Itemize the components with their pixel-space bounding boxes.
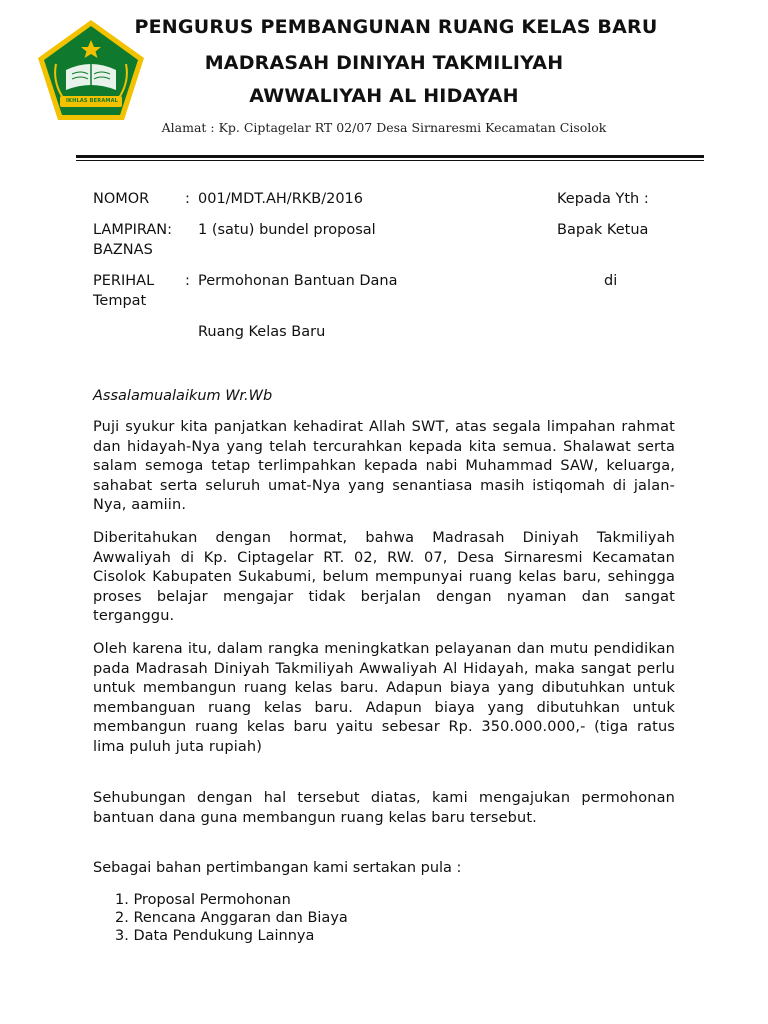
lampiran-label: LAMPIRAN: (93, 222, 172, 238)
perihal-separator: : (185, 273, 190, 289)
attachment-list (115, 891, 348, 945)
kepada-label: Kepada Yth : (557, 191, 649, 207)
letterhead-line-3: AWWALIYAH AL HIDAYAH (249, 85, 519, 107)
recipient-title: Bapak Ketua (557, 222, 649, 238)
nomor-separator: : (185, 191, 190, 207)
paragraph-2: Diberitahukan dengan hormat, bahwa Madrasah Diniyah Takmiliyah Awwaliyah di Kp. Ciptagelar RT. 02, RW. 07, Desa Sirnaresmi Kecamatan Cisolok Kabupaten Sukabumi, belum mempunyai ruang kelas baru, sehingga proses belajar mengajar tidak berjalan dengan nyaman dan sangat terganggu. (93, 530, 675, 625)
paragraph-1: Puji syukur kita panjatkan kehadirat Allah SWT, atas segala limpahan rahmat dan hidayah-Nya yang telah tercurahkan kepada kita semua. Shalawat serta salam semoga tetap terlimpahkan kepada nabi Muhammad SAW, keluarga, sahabat serta seluruh umat-Nya yang senantiasa masih istiqomah di jalan-Nya, aamiin. (93, 419, 675, 514)
perihal-label: PERIHAL (93, 273, 155, 289)
logo-text: IKHLAS BERAMAL (65, 98, 119, 104)
letterhead-address: Alamat : Kp. Ciptagelar RT 02/07 Desa Sirnaresmi Kecamatan Cisolok (161, 120, 607, 135)
list-item: 2. Rencana Anggaran dan Biaya (115, 910, 348, 926)
list-item: 1. Proposal Permohonan (115, 892, 291, 908)
lampiran-value: 1 (satu) bundel proposal (198, 222, 376, 238)
greeting: Assalamualaikum Wr.Wb (93, 388, 273, 404)
header-divider-thin (76, 160, 704, 161)
nomor-label: NOMOR (93, 191, 150, 207)
di-label: di (604, 273, 618, 289)
paragraph-5: Sebagai bahan pertimbangan kami sertakan pula : (93, 860, 462, 876)
header-divider-thick (76, 155, 704, 158)
paragraph-3: Oleh karena itu, dalam rangka meningkatkan pelayanan dan mutu pendidikan pada Madrasah Diniyah Takmiliyah Awwaliyah Al Hidayah, maka sangat perlu untuk membangun ruang kelas baru. Adapun biaya yang dibutuhkan untuk membanguan ruang kelas baru. Adapun biaya yang dibutuhkan untuk membangun ruang kelas baru yaitu sebesar Rp. 350.000.000,- (tiga ratus lima puluh juta rupiah) (93, 641, 675, 755)
perihal-value-line2: Ruang Kelas Baru (198, 324, 326, 340)
nomor-value: 001/MDT.AH/RKB/2016 (198, 191, 364, 207)
letterhead-line-2: MADRASAH DINIYAH TAKMILIYAH (204, 52, 564, 74)
perihal-value: Permohonan Bantuan Dana (198, 273, 398, 289)
letterhead-line-1: PENGURUS PEMBANGUNAN RUANG KELAS BARU (134, 16, 658, 38)
paragraph-4: Sehubungan dengan hal tersebut diatas, kami mengajukan permohonan bantuan dana guna membangun ruang kelas baru tersebut. (93, 790, 675, 826)
list-item: 3. Data Pendukung Lainnya (115, 928, 315, 944)
recipient-org: BAZNAS (93, 242, 153, 258)
tempat-label: Tempat (93, 293, 147, 309)
